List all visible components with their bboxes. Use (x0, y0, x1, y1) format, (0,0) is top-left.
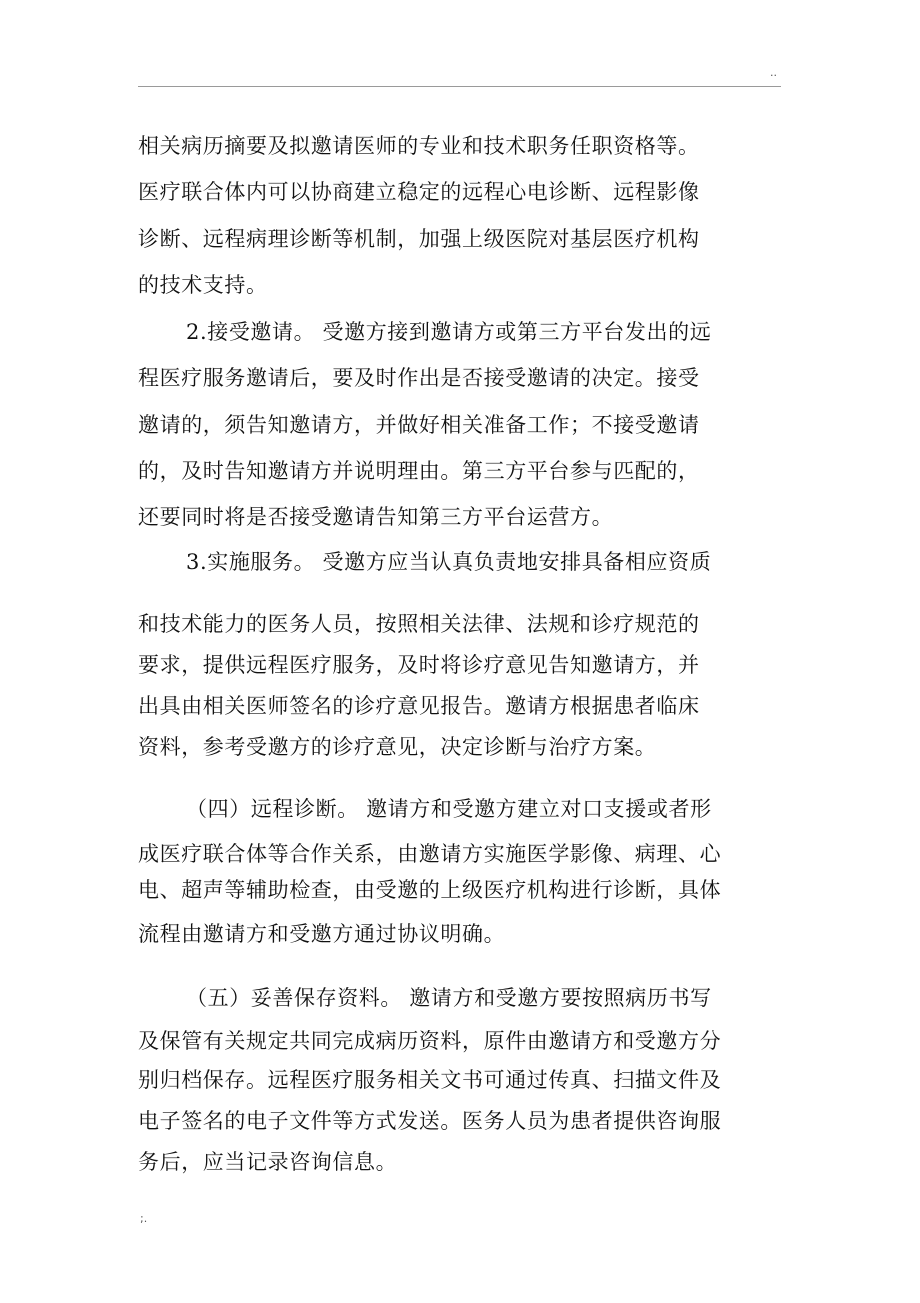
paragraph-3-line-2: 和技术能力的医务人员，按照相关法律、法规和诊疗规范的 (138, 612, 700, 636)
paragraph-3-line-5: 资料，参考受邀方的诊疗意见，决定诊断与治疗方案。 (138, 735, 657, 759)
paragraph-5-line-4: 电子签名的电子文件等方式发送。医务人员为患者提供咨询服 (138, 1109, 722, 1133)
header-rule (138, 86, 781, 87)
paragraph-2-line-2: 程医疗服务邀请后，要及时作出是否接受邀请的决定。接受 (138, 366, 700, 390)
paragraph-3-line-3: 要求，提供远程医疗服务，及时将诊疗意见告知邀请方，并 (138, 653, 700, 677)
paragraph-4-line-4: 流程由邀请方和受邀方通过协议明确。 (138, 922, 506, 946)
footer-mark: ;. (140, 1212, 148, 1225)
paragraph-2-line-3: 邀请的，须告知邀请方，并做好相关准备工作；不接受邀请 (138, 413, 700, 437)
paragraph-2-line-1: 2.接受邀请。 受邀方接到邀请方或第三方平台发出的远 (186, 320, 712, 344)
paragraph-1-line-3: 诊断、远程病理诊断等机制，加强上级医院对基层医疗机构 (138, 227, 700, 251)
paragraph-4-line-1: （四）远程诊断。 邀请方和受邀方建立对口支援或者形 (186, 797, 712, 821)
paragraph-3-line-4: 出具由相关医师签名的诊疗意见报告。邀请方根据患者临床 (138, 694, 700, 718)
paragraph-2-line-4: 的，及时告知邀请方并说明理由。第三方平台参与匹配的， (138, 459, 700, 483)
paragraph-4-line-3: 电、超声等辅助检查，由受邀的上级医疗机构进行诊断，具体 (138, 878, 722, 902)
paragraph-1-line-4: 的技术支持。 (138, 273, 268, 297)
paragraph-1-line-1: 相关病历摘要及拟邀请医师的专业和技术职务任职资格等。 (138, 134, 700, 158)
paragraph-3-line-1: 3.实施服务。 受邀方应当认真负责地安排具备相应资质 (186, 550, 712, 574)
paragraph-5-line-5: 务后，应当记录咨询信息。 (138, 1150, 398, 1174)
header-mark: .. (770, 66, 777, 79)
paragraph-5-line-1: （五）妥善保存资料。 邀请方和受邀方要按照病历书写 (186, 986, 712, 1010)
paragraph-1-line-2: 医疗联合体内可以协商建立稳定的远程心电诊断、远程影像 (138, 180, 700, 204)
paragraph-5-line-3: 别归档保存。远程医疗服务相关文书可通过传真、扫描文件及 (138, 1068, 722, 1092)
paragraph-2-line-5: 还要同时将是否接受邀请告知第三方平台运营方。 (138, 505, 614, 529)
paragraph-5-line-2: 及保管有关规定共同完成病历资料，原件由邀请方和受邀方分 (138, 1029, 722, 1053)
paragraph-4-line-2: 成医疗联合体等合作关系，由邀请方实施医学影像、病理、心 (138, 842, 722, 866)
